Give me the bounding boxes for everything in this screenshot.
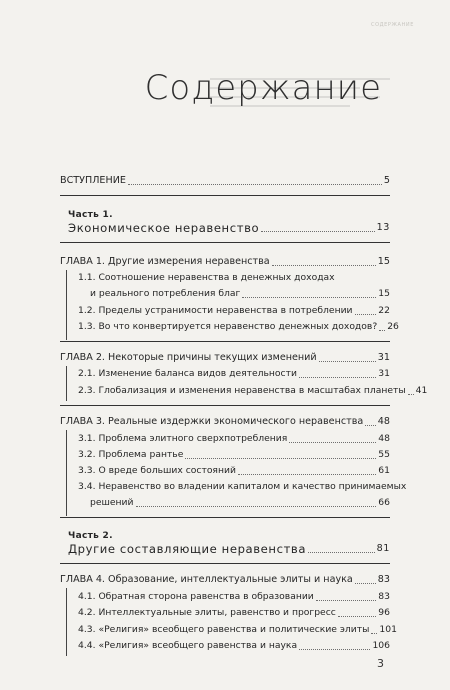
page-title: Содержание [144, 68, 382, 108]
toc-page-number: 41 [415, 385, 428, 396]
leader-dots [128, 183, 382, 185]
toc-section-2-1[interactable] [78, 368, 390, 380]
leader-dots [308, 552, 375, 553]
toc-page-number: 106 [372, 640, 390, 651]
toc-section-4-3[interactable] [78, 624, 397, 636]
leader-dots [319, 360, 376, 362]
toc-chapter-3[interactable] [60, 416, 390, 428]
toc-entry-label: 4.2. Интеллектуальные элиты, равенство и прогресс [78, 607, 336, 618]
section-divider [60, 563, 390, 564]
leader-dots [408, 393, 414, 395]
toc-entry-label: 3.4. Неравенство во владении капиталом и качество принимаемых [78, 481, 407, 492]
part-title: Другие составляющие неравенства [68, 542, 307, 556]
toc-entry-label: 3.2. Проблема рантье [78, 449, 184, 460]
toc-page-number: 83 [378, 591, 390, 602]
chapter-bar [66, 588, 67, 656]
toc-section-3-2[interactable] [78, 449, 390, 461]
toc-entry-label: ВСТУПЛЕНИЕ [60, 175, 126, 186]
toc-chapter-1[interactable] [60, 256, 390, 268]
toc-section-1-1-cont[interactable] [78, 288, 390, 300]
toc-page-number: 26 [387, 321, 399, 332]
leader-dots [261, 231, 374, 232]
toc-page-number: 5 [383, 175, 390, 186]
section-divider [60, 242, 390, 243]
toc-section-4-2[interactable] [78, 607, 390, 619]
toc-page-number: 61 [378, 465, 390, 476]
part-label: Часть 1. [68, 210, 113, 220]
leader-dots [185, 457, 376, 459]
toc-page-number: 101 [379, 624, 397, 635]
toc-entry-label: 1.2. Пределы устранимости неравенства в потреблении [78, 305, 353, 316]
toc-entry-label: и реального потребления благ [90, 288, 241, 299]
toc-part-2[interactable] [68, 542, 390, 556]
toc-page-number: 31 [377, 352, 390, 363]
leader-dots [371, 632, 377, 634]
toc-section-4-4[interactable] [78, 640, 390, 652]
toc-part-1[interactable] [68, 221, 390, 235]
toc-section-3-4[interactable] [78, 481, 407, 493]
part-title: Экономическое неравенство [68, 221, 260, 235]
leader-dots [316, 599, 377, 601]
toc-page-number: 15 [378, 288, 390, 299]
toc-entry-label: 1.3. Во что конвертируется неравенство денежных доходов? [78, 321, 378, 332]
toc-entry-label: 4.4. «Религия» всеобщего равенства и наука [78, 640, 298, 651]
toc-page-number: 48 [378, 433, 390, 444]
toc-page-number: 15 [377, 256, 390, 267]
leader-dots [299, 648, 370, 650]
toc-entry-label: решений [90, 497, 134, 508]
section-divider [60, 517, 390, 518]
toc-page-number: 66 [378, 497, 390, 508]
chapter-divider [60, 405, 390, 406]
toc-entry-label: 4.1. Обратная сторона равенства в образовании [78, 591, 314, 602]
toc-entry-label: ГЛАВА 4. Образование, интеллектуальные элиты и наука [60, 574, 353, 585]
toc-page-number: 22 [378, 305, 390, 316]
toc-section-4-1[interactable] [78, 591, 390, 603]
leader-dots [238, 473, 376, 475]
toc-page-number: 13 [376, 222, 390, 233]
toc-section-1-3[interactable] [78, 321, 399, 333]
toc-entry-label: 4.3. «Религия» всеобщего равенства и политические элиты [78, 624, 370, 635]
chapter-bar [66, 270, 67, 340]
leader-dots [272, 264, 376, 266]
part-label: Часть 2. [68, 531, 113, 541]
toc-page-number: 55 [378, 449, 390, 460]
toc-page-number: 31 [378, 368, 390, 379]
toc-page-number: 83 [377, 574, 390, 585]
toc-page-number: 96 [378, 607, 390, 618]
leader-dots [299, 376, 376, 378]
toc-entry-label: 2.3. Глобализация и изменения неравенства в масштабах планеты [78, 385, 406, 396]
toc-entry-label: ГЛАВА 2. Некоторые причины текущих изменений [60, 352, 317, 363]
toc-section-1-1[interactable] [78, 272, 390, 284]
toc-section-3-4-cont[interactable] [78, 497, 390, 509]
chapter-divider [60, 341, 390, 342]
toc-chapter-2[interactable] [60, 352, 390, 364]
toc-section-3-1[interactable] [78, 433, 390, 445]
leader-dots [355, 313, 377, 315]
toc-section-1-2[interactable] [78, 305, 390, 317]
leader-dots [242, 296, 376, 298]
toc-entry-label: 1.1. Соотношение неравенства в денежных доходах [78, 272, 335, 283]
leader-dots [136, 505, 377, 507]
chapter-bar [66, 366, 67, 401]
toc-page-number: 81 [376, 543, 390, 554]
toc-page-number: 48 [377, 416, 390, 427]
leader-dots [379, 329, 385, 331]
toc-entry-label: 2.1. Изменение баланса видов деятельности [78, 368, 297, 379]
toc-entry-label: ГЛАВА 3. Реальные издержки экономического неравенства [60, 416, 364, 427]
leader-dots [365, 424, 376, 426]
toc-entry-intro[interactable] [60, 175, 390, 187]
toc-chapter-4[interactable] [60, 574, 390, 586]
page-number: 3 [377, 657, 384, 670]
section-divider [60, 195, 390, 196]
leader-dots [338, 615, 376, 617]
chapter-bar [66, 430, 67, 516]
leader-dots [355, 582, 376, 584]
toc-section-2-3[interactable] [78, 385, 428, 397]
running-head: СОДЕРЖАНИЕ [371, 22, 414, 28]
toc-entry-label: 3.3. О вреде больших состояний [78, 465, 236, 476]
toc-entry-label: 3.1. Проблема элитного сверхпотребления [78, 433, 288, 444]
toc-entry-label: ГЛАВА 1. Другие измерения неравенства [60, 256, 270, 267]
toc-section-3-3[interactable] [78, 465, 390, 477]
leader-dots [289, 441, 376, 443]
